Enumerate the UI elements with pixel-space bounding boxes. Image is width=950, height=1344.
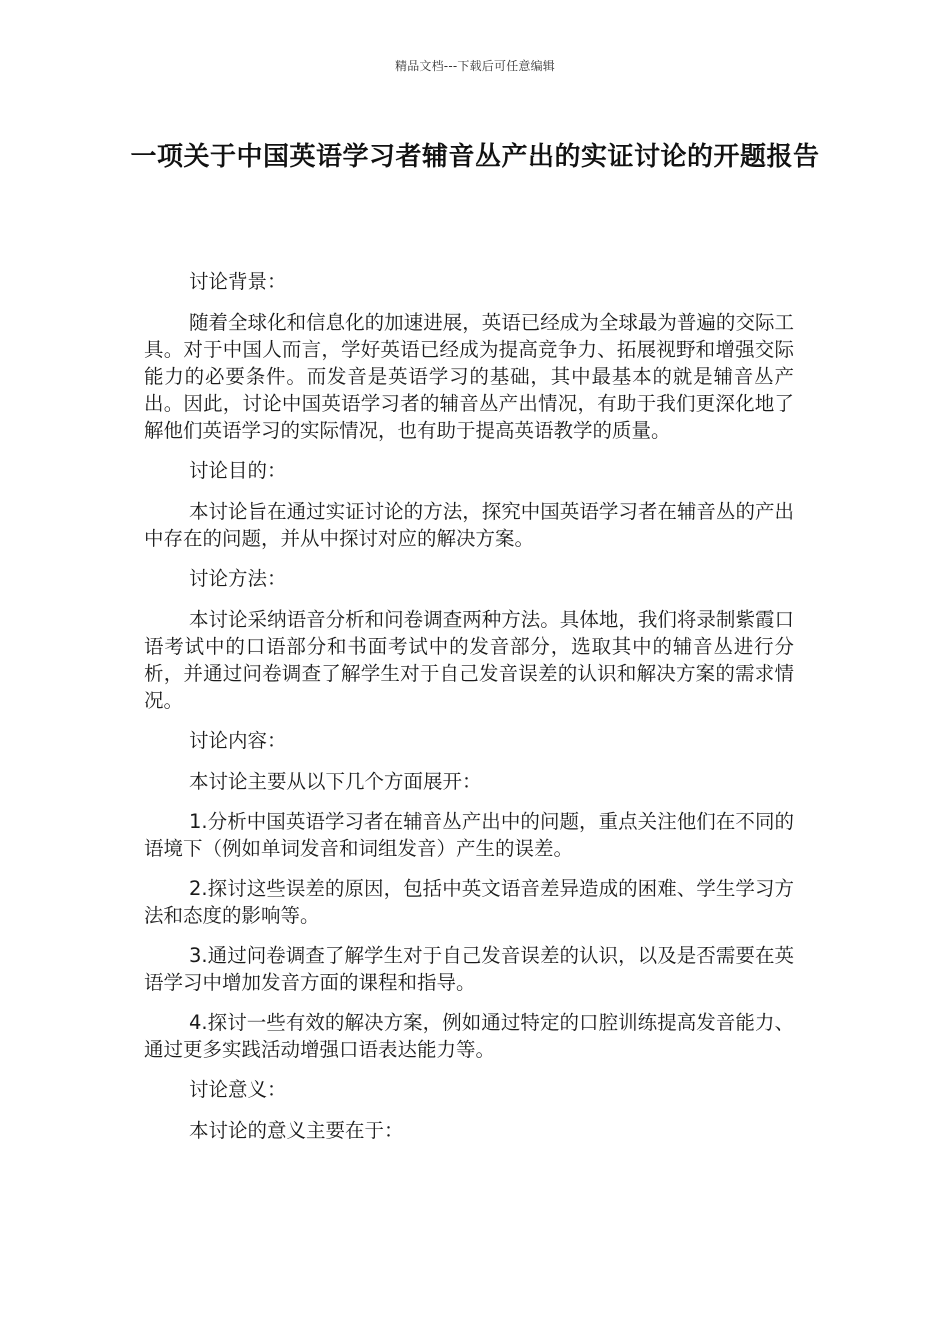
paragraph-method: 本讨论采纳语音分析和问卷调查两种方法。具体地，我们将录制紫霞口语考试中的口语部分和书面考试中的发音部分，选取其中的辅音丛进行分析，并通过问卷调查了解学生对于自己发音误差的认识和解决方案的需求情况。	[144, 608, 794, 712]
section-heading-purpose: 讨论目的：	[189, 459, 287, 482]
header-note: 精品文档---下载后可任意编辑	[395, 59, 555, 73]
paragraph-purpose: 本讨论旨在通过实证讨论的方法，探究中国英语学习者在辅音丛的产出中存在的问题，并从中探讨对应的解决方案。	[144, 500, 794, 550]
section-heading-content: 讨论内容：	[189, 729, 287, 752]
paragraph-background: 随着全球化和信息化的加速进展，英语已经成为全球最为普遍的交际工具。对于中国人而言，学好英语已经成为提高竞争力、拓展视野和增强交际能力的必要条件。而发音是英语学习的基础，其中最基本的就是辅音丛产出。因此，讨论中国英语学习者的辅音丛产出情况，有助于我们更深化地了解他们英语学习的实际情况，也有助于提高英语教学的质量。	[144, 311, 794, 442]
paragraph-content-item-4: 4.探讨一些有效的解决方案，例如通过特定的口腔训练提高发音能力、通过更多实践活动增强口语表达能力等。	[144, 1011, 794, 1061]
section-heading-significance: 讨论意义：	[189, 1078, 287, 1101]
paragraph-significance-intro: 本讨论的意义主要在于：	[189, 1119, 404, 1142]
paragraph-content-intro: 本讨论主要从以下几个方面展开：	[189, 770, 482, 793]
section-heading-method: 讨论方法：	[189, 567, 287, 590]
document-title: 一项关于中国英语学习者辅音丛产出的实证讨论的开题报告	[130, 142, 820, 172]
paragraph-content-item-2: 2.探讨这些误差的原因，包括中英文语音差异造成的困难、学生学习方法和态度的影响等。	[144, 877, 794, 927]
paragraph-content-item-1: 1.分析中国英语学习者在辅音丛产出中的问题，重点关注他们在不同的语境下（例如单词发音和词组发音）产生的误差。	[144, 810, 794, 860]
section-heading-background: 讨论背景：	[189, 270, 287, 293]
document-body	[144, 268, 794, 1157]
paragraph-content-item-3: 3.通过问卷调查了解学生对于自己发音误差的认识，以及是否需要在英语学习中增加发音方面的课程和指导。	[144, 944, 794, 994]
